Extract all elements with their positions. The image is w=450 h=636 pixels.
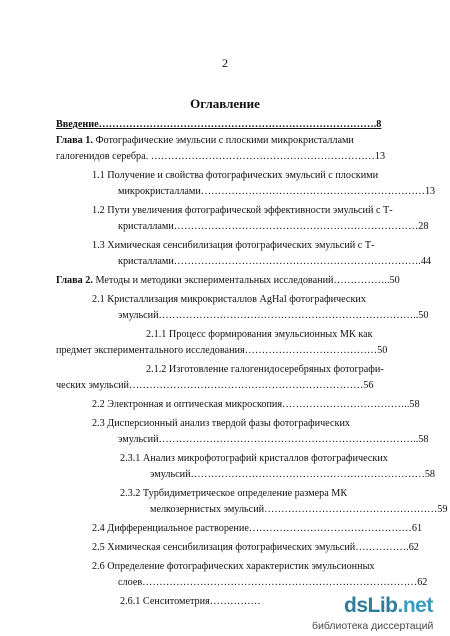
toc-line: 1.2 Пути увеличения фотографической эффективности эмульсий с Т- (92, 205, 393, 216)
toc-line: 2.1.1 Процесс формирования эмульсионных МК как (146, 329, 373, 340)
toc-line: 2.4 Дифференциальное растворение…………………………………………61 (92, 523, 423, 534)
toc-line: 2.1 Кристаллизация микрокристаллов AgHal фотографических (92, 294, 366, 305)
toc-line: мелкозернистых эмульсий……………………………………………59 (150, 504, 448, 515)
toc-line: ческих эмульсий……………………………………………………………56 (56, 380, 374, 391)
toc-line: 1.3 Химическая сенсибилизация фотографических эмульсий с Т- (92, 240, 375, 251)
toc-line: микрокристаллами…………………………………………………………13 (118, 186, 436, 197)
watermark-subtitle: библиотека диссертаций (312, 620, 434, 632)
toc-line: эмульсий……………………………………………………………58 (150, 469, 436, 480)
toc-line: 2.6.1 Сенситометрия…………… (120, 596, 261, 607)
toc-line: слоев………………………………………………………………………62 (118, 577, 428, 588)
chapter-label: Глава 2. (56, 275, 93, 286)
watermark-logo-main: dsLib (344, 594, 398, 617)
toc-title: Оглавление (190, 96, 260, 111)
watermark-logo-domain: .net (397, 594, 433, 617)
toc-line: 2.5 Химическая сенсибилизация фотографических эмульсий…………….62 (92, 542, 419, 553)
toc-line: 2.6 Определение фотографических характеристик эмульсионных (92, 561, 375, 572)
toc-line: 2.3.2 Турбидиметрическое определение размера МК (120, 488, 348, 499)
toc-line: кристаллами………………………………………………………………28 (118, 221, 429, 232)
toc-line: 2.3.1 Анализ микрофотографий кристаллов фотографических (120, 453, 388, 464)
toc-line: 1.1 Получение и свойства фотографических эмульсий с плоскими (92, 170, 379, 181)
page-number: 2 (222, 56, 228, 70)
toc-line: 2.1.2 Изготовление галогенидосеребряных фотографи- (146, 364, 384, 375)
toc-line: 2.3 Дисперсионный анализ твердой фазы фотографических (92, 418, 351, 429)
toc-line: эмульсий…………………………………………………………………..58 (118, 434, 429, 445)
toc-line: Введение……………………………………………………………………….8 (56, 119, 382, 130)
watermark-logo (344, 594, 433, 618)
toc-line: кристаллами……………………………………………………………….44 (118, 256, 432, 267)
toc-line: 2.2 Электронная и оптическая микроскопия………………………………..58 (92, 399, 420, 410)
chapter-label: Глава 1. (56, 135, 93, 146)
toc-line: предмет экспериментального исследования…………………………………50 (56, 345, 388, 356)
toc-line: Глава 1. Фотографические эмульсии с плоскими микрокристаллами (56, 135, 354, 146)
toc-line: Глава 2. Методы и методики экспериментальных исследований……………..50 (56, 275, 400, 286)
toc-line: галогенидов серебра. …………………………………………………………13 (56, 151, 386, 162)
toc-line: эмульсий…………………………………………………………………..50 (118, 310, 429, 321)
